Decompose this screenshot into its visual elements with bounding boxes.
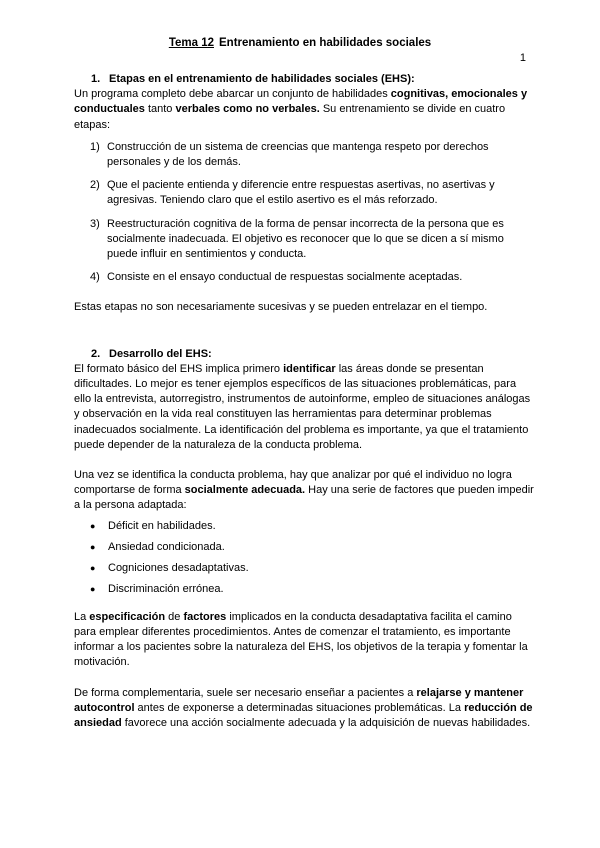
- document-body: [74, 72, 534, 731]
- topic-title: Entrenamiento en habilidades sociales: [219, 37, 432, 49]
- list-item: 3) Reestructuración cognitiva de la forma de pensar incorrecta de la persona que es socialmente inadecuada. El objetivo es reconocer que lo que se dicen a sí mismo puede influir en sentimientos y conducta.: [90, 217, 504, 261]
- list-item: ● Ansiedad condicionada.: [74, 540, 534, 555]
- list-item: ● Discriminación errónea.: [74, 582, 534, 597]
- section-1-intro: Un programa completo debe abarcar un conjunto de habilidades cognitivas, emocionales y conductuales tanto verbales como no verbales. Su entrenamiento se divide en cuatro etapas:: [74, 88, 528, 131]
- page-title: [0, 37, 600, 49]
- stages-list: [74, 140, 534, 286]
- section-2-paragraph: El formato básico del EHS implica primero identificar las áreas donde se presentan dificultades. Lo mejor es tener ejemplos específicos de las situaciones problemáticas, para ello la entrevista, autorregistro, instrumentos de autoinforme, empleo de situaciones análogas y observación en la vida real constituyen las herramientas para determinar problemas inadecuados socialmente. La identificación del problema es importante, ya que el tratamiento puede depender de la naturaleza de la conducta problema.: [74, 362, 531, 451]
- factors-list: [74, 519, 534, 597]
- section-2-heading: 2. Desarrollo del EHS:: [91, 347, 212, 360]
- list-item: 2) Que el paciente entienda y diferencie entre respuestas asertivas, no asertivas y agresivas. Teniendo claro que el estilo asertivo es el más reforzado.: [90, 179, 495, 207]
- section-2-paragraph: Una vez se identifica la conducta problema, hay que analizar por qué el individuo no logra comportarse de forma socialmente adecuada. Hay una serie de factores que pueden impedir a la persona adaptada:: [74, 469, 534, 512]
- section-2-paragraph: La especificación de factores implicados en la conducta desadaptativa facilita el camino para emplear diferentes procedimientos. Antes de comenzar el tratamiento, es importante informar a los pacientes sobre la naturaleza del EHS, los objetivos de la terapia y fomentar la motivación.: [74, 610, 528, 669]
- topic-number: Tema 12: [168, 37, 214, 49]
- section-2-paragraph: De forma complementaria, suele ser necesario enseñar a pacientes a relajarse y mantener autocontrol antes de exponerse a determinadas situaciones problemáticas. La reducción de ansiedad favorece una acción socialmente adecuada y la adquisición de nuevas habilidades.: [74, 686, 533, 730]
- section-1-heading: 1. Etapas en el entrenamiento de habilidades sociales (EHS):: [91, 73, 415, 85]
- section-1-closing: Estas etapas no son necesariamente sucesivas y se pueden entrelazar en el tiempo.: [74, 301, 488, 314]
- list-item: ● Déficit en habilidades.: [74, 519, 534, 534]
- list-item: 4) Consiste en el ensayo conductual de respuestas socialmente aceptadas.: [90, 271, 463, 284]
- list-item: 1) Construcción de un sistema de creencias que mantenga respeto por derechos personales y de los demás.: [90, 140, 489, 169]
- list-item: ● Cogniciones desadaptativas.: [74, 561, 534, 576]
- page-number: 1: [519, 52, 526, 64]
